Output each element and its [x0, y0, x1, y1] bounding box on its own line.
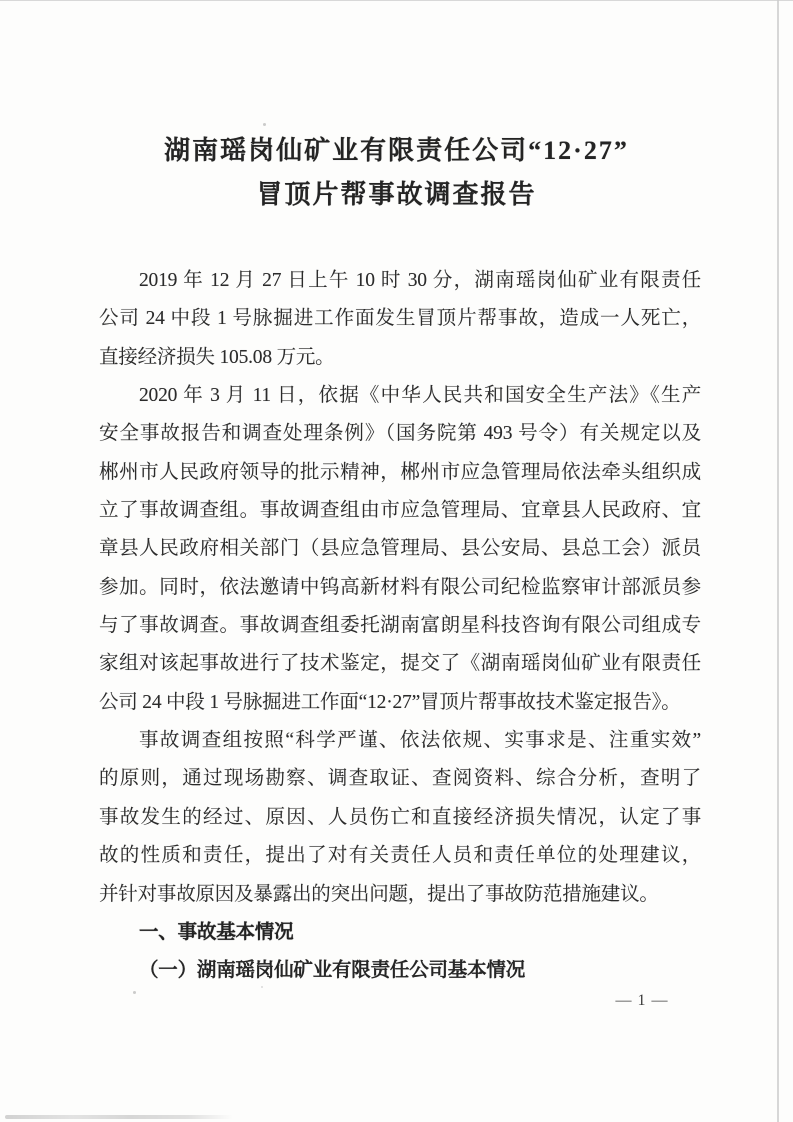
- paragraph-1-line-1: 2019 年 12 月 27 日上午 10 时 30 分，湖南瑶岗仙矿业有限责任: [139, 270, 701, 291]
- paragraph-3-line-4: 故的性质和责任，提出了对有关责任人员和责任单位的处理建议，: [99, 845, 701, 867]
- scan-artifact-speck: [263, 123, 266, 126]
- paragraph-2-line-5: 章县人民政府相关部门（县应急管理局、县公安局、县总工会）派员: [99, 538, 701, 560]
- document-title-line-2: 冒顶片帮事故调查报告: [256, 180, 537, 209]
- scan-artifact-bottom-smudge: [5, 1115, 233, 1119]
- paragraph-2-line-2: 安全事故报告和调查处理条例》（国务院第 493 号令）有关规定以及: [99, 423, 701, 445]
- paragraph-2-line-4: 立了事故调查组。事故调查组由市应急管理局、宜章县人民政府、宜: [99, 500, 701, 522]
- scan-artifact-speck: [133, 991, 136, 994]
- section-heading: 一、事故基本情况: [139, 921, 294, 943]
- document-title-line-1: 湖南瑶岗仙矿业有限责任公司“12·27”: [164, 136, 629, 165]
- paragraph-3-line-5: 并针对事故原因及暴露出的突出问题，提出了事故防范措施建议。: [99, 883, 659, 905]
- paragraph-3-line-1: 事故调查组按照“科学严谨、依法依规、实事求是、注重实效”: [139, 730, 701, 752]
- paragraph-2-line-7: 与了事故调查。事故调查组委托湖南富朗星科技咨询有限公司组成专: [99, 615, 701, 637]
- paragraph-2-line-6: 参加。同时，依法邀请中钨高新材料有限公司纪检监察审计部派员参: [99, 576, 701, 598]
- paragraph-2-line-8: 家组对该起事故进行了技术鉴定，提交了《湖南瑶岗仙矿业有限责任: [99, 653, 701, 675]
- paragraph-2-line-3: 郴州市人民政府领导的批示精神，郴州市应急管理局依法牵头组织成: [99, 461, 701, 483]
- paragraph-2-line-1: 2020 年 3 月 11 日，依据《中华人民共和国安全生产法》《生产: [139, 385, 701, 407]
- paragraph-1-line-2: 公司 24 中段 1 号脉掘进工作面发生冒顶片帮事故，造成一人死亡，: [99, 308, 701, 330]
- subsection-heading: （一）湖南瑶岗仙矿业有限责任公司基本情况: [139, 960, 526, 982]
- page-number: — 1 —: [615, 992, 669, 1009]
- paragraph-2-line-9: 公司 24 中段 1 号脉掘进工作面“12·27”冒顶片帮事故技术鉴定报告》。: [99, 691, 681, 713]
- paragraph-1-line-3: 直接经济损失 105.08 万元。: [99, 346, 335, 368]
- paragraph-3-line-3: 事故发生的经过、原因、人员伤亡和直接经济损失情况，认定了事: [99, 806, 701, 828]
- scan-artifact-top-edge: [0, 0, 793, 1]
- document-body: [99, 262, 701, 991]
- paragraph-3-line-2: 的原则，通过现场勘察、调查取证、查阅资料、综合分析，查明了: [99, 768, 701, 790]
- document-title: [0, 129, 793, 217]
